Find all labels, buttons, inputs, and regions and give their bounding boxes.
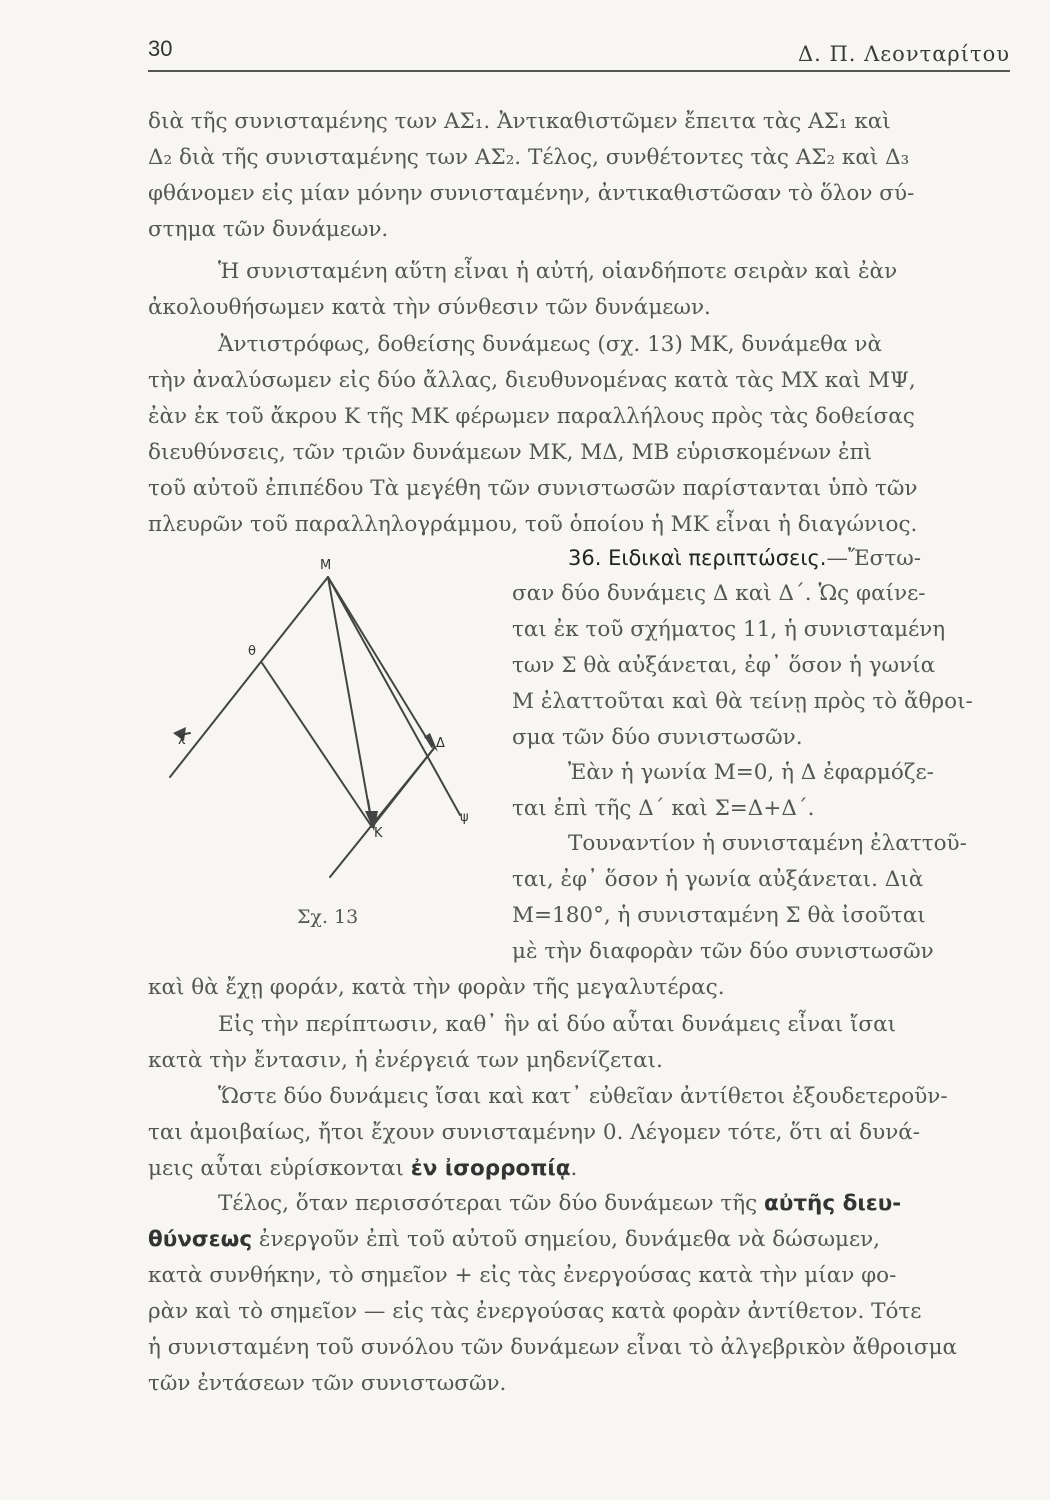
text-line: φθάνομεν εἰς μίαν μόνην συνισταμένην, ἀντικαθιστῶσαν τὸ ὅλον σύ- bbox=[148, 181, 915, 206]
text-line: κατὰ τὴν ἔντασιν, ἡ ἐνέργειά των μηδενίζεται. bbox=[148, 1048, 663, 1073]
text-fragment: ἐνεργοῦν ἐπὶ τοῦ αὐτοῦ σημείου, δυνάμεθα νὰ δώσωμεν, bbox=[252, 1227, 880, 1252]
text-line: σμα τῶν δύο συνιστωσῶν. bbox=[512, 725, 803, 750]
text-line: Ἡ συνισταμένη αὕτη εἶναι ἡ αὐτή, οἱανδήποτε σειρὰν καὶ ἐὰν bbox=[218, 259, 898, 284]
line-delta-extension bbox=[330, 747, 435, 877]
paragraph-6 bbox=[512, 826, 1014, 970]
text-line: σαν δύο δυνάμεις Δ καὶ Δ΄. Ὡς φαίνε- bbox=[512, 581, 926, 606]
text-line: ται, ἐφ᾽ ὅσον ἡ γωνία αὐξάνεται. Διὰ bbox=[512, 867, 924, 892]
text-line: Ἐὰν ἡ γωνία Μ=0, ἡ Δ ἐφαρμόζε- bbox=[568, 760, 934, 785]
text-line: ται ἐπὶ τῆς Δ΄ καὶ Σ=Δ+Δ΄. bbox=[512, 796, 815, 821]
text-line: διευθύνσεις, τῶν τριῶν δυνάμεων ΜΚ, ΜΔ, ΜΒ εὑρισκομένων ἐπὶ bbox=[148, 440, 873, 465]
paragraph-7 bbox=[148, 1007, 1014, 1079]
paragraph-3 bbox=[148, 327, 1014, 543]
section-36 bbox=[512, 540, 1014, 756]
page-header bbox=[148, 36, 1010, 70]
page-number: 30 bbox=[148, 36, 173, 61]
line-theta-k bbox=[262, 663, 372, 827]
paragraph-6-continued bbox=[148, 970, 1014, 1006]
text-fragment: Τέλος, ὅταν περισσότεραι τῶν δύο δυνάμεων τῆς bbox=[218, 1191, 765, 1216]
text-line: Μ=180°, ἡ συνισταμένη Σ θὰ ἰσοῦται bbox=[512, 903, 926, 928]
paragraph-9 bbox=[148, 1186, 1014, 1402]
emphasis-text: θύνσεως bbox=[148, 1227, 253, 1252]
text-line: Ἀντιστρόφως, δοθείσης δυνάμεως (σχ. 13) ΜΚ, δυνάμεθα νὰ bbox=[218, 332, 883, 357]
text-line: ρὰν καὶ τὸ σημεῖον — εἰς τὰς ἐνεργούσας κατὰ φορὰν ἀντίθετον. Τότε bbox=[148, 1299, 922, 1324]
text-line: Εἰς τὴν περίπτωσιν, καθ᾽ ἣν αἱ δύο αὗται δυνάμεις εἶναι ἴσαι bbox=[218, 1012, 897, 1037]
force-parallelogram-figure bbox=[160, 555, 490, 940]
text-line: Δ₂ διὰ τῆς συνισταμένης των ΑΣ₂. Τέλος, συνθέτοντες τὰς ΑΣ₂ καὶ Δ₃ bbox=[148, 145, 910, 170]
text-line: τὴν ἀναλύσωμεν εἰς δύο ἄλλας, διευθυνομένας κατὰ τὰς ΜΧ καὶ ΜΨ, bbox=[148, 368, 916, 393]
text-line: Ὥστε δύο δυνάμεις ἴσαι καὶ κατ᾽ εὐθεῖαν ἀντίθετοι ἐξουδετεροῦν- bbox=[218, 1084, 948, 1109]
text-fragment: . bbox=[570, 1156, 578, 1181]
text-line: ται ἐκ τοῦ σχήματος 11, ἡ συνισταμένη bbox=[512, 617, 946, 642]
paragraph-5 bbox=[512, 755, 1014, 827]
paragraph-1 bbox=[148, 104, 1014, 248]
line-m-chi bbox=[170, 577, 328, 777]
paragraph-8 bbox=[148, 1079, 1014, 1187]
text-line: ἀκολουθήσωμεν κατὰ τὴν σύνθεσιν τῶν δυνάμεων. bbox=[148, 295, 711, 320]
text-line: Τουναντίον ἡ συνισταμένη ἐλαττοῦ- bbox=[568, 831, 967, 856]
text-fragment: μεις αὗται εὑρίσκονται bbox=[148, 1156, 411, 1181]
line-m-psi bbox=[328, 577, 460, 815]
header-rule bbox=[148, 70, 1010, 72]
text-line: τοῦ αὐτοῦ ἐπιπέδου Τὰ μεγέθη τῶν συνιστωσῶν παρίστανται ὑπὸ τῶν bbox=[148, 476, 918, 501]
label-m: M bbox=[320, 558, 332, 573]
label-k: K bbox=[374, 826, 383, 841]
label-theta: θ bbox=[248, 644, 256, 659]
text-line: ἡ συνισταμένη τοῦ συνόλου τῶν δυνάμεων εἶναι τὸ ἀλγεβρικὸν ἄθροισμα bbox=[148, 1335, 958, 1360]
label-delta: Δ bbox=[436, 736, 445, 751]
emphasis-text: αὐτῆς διευ- bbox=[764, 1191, 902, 1216]
paragraph-2 bbox=[148, 254, 1014, 326]
text-line: των Σ θὰ αὐξάνεται, ἐφ᾽ ὅσον ἡ γωνία bbox=[512, 653, 936, 678]
section-heading: 36. Ειδικαὶ περιπτώσεις. bbox=[568, 546, 827, 570]
text-line: τῶν ἐντάσεων τῶν συνιστωσῶν. bbox=[148, 1371, 507, 1396]
running-head: Δ. Π. Λεονταρίτου bbox=[797, 42, 1010, 66]
emphasis-text: ἐν ἰσορροπίᾳ bbox=[410, 1156, 571, 1181]
label-chi: χ bbox=[178, 730, 186, 745]
text-line: μὲ τὴν διαφορὰν τῶν δύο συνιστωσῶν bbox=[512, 939, 934, 964]
text-line: Μ ἐλαττοῦται καὶ θὰ τείνῃ πρὸς τὸ ἄθροι- bbox=[512, 689, 973, 714]
text-line: πλευρῶν τοῦ παραλληλογράμμου, τοῦ ὁποίου ἡ ΜΚ εἶναι ἡ διαγώνιος. bbox=[148, 512, 918, 537]
label-psi: ψ bbox=[460, 810, 469, 825]
text-fragment: —Ἔστω- bbox=[826, 546, 922, 571]
text-line: ται ἀμοιβαίως, ἤτοι ἔχουν συνισταμένην 0. Λέγομεν τότε, ὅτι αἱ δυνά- bbox=[148, 1120, 921, 1145]
text-line: καὶ θὰ ἔχῃ φοράν, κατὰ τὴν φορὰν τῆς μεγαλυτέρας. bbox=[148, 975, 725, 1000]
text-line: ἐὰν ἐκ τοῦ ἄκρου Κ τῆς ΜΚ φέρωμεν παραλλήλους πρὸς τὰς δοθείσας bbox=[148, 404, 915, 429]
text-line: στημα τῶν δυνάμεων. bbox=[148, 217, 389, 242]
text-line: διὰ τῆς συνισταμένης των ΑΣ₁. Ἀντικαθιστῶμεν ἔπειτα τὰς ΑΣ₁ καὶ bbox=[148, 109, 891, 134]
text-line: κατὰ συνθήκην, τὸ σημεῖον + εἰς τὰς ἐνεργούσας κατὰ τὴν μίαν φο- bbox=[148, 1263, 897, 1288]
figure-caption: Σχ. 13 bbox=[297, 906, 359, 928]
